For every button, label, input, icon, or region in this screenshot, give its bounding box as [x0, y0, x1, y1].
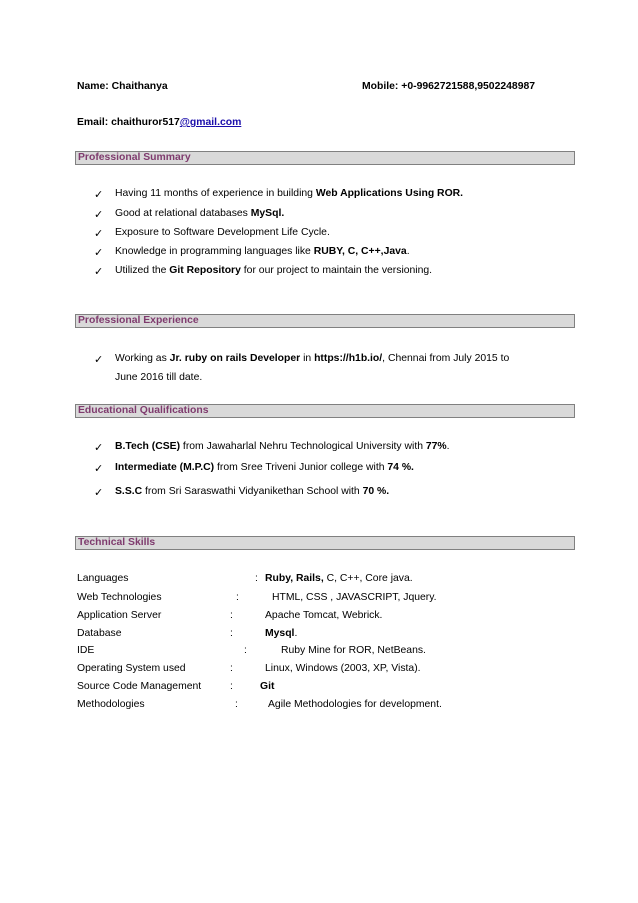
- check-icon: ✓: [94, 228, 104, 240]
- section-professional-experience: [75, 314, 575, 328]
- email-line: [77, 117, 241, 128]
- skill-value-text: .: [294, 628, 298, 639]
- education-text: [115, 462, 414, 473]
- skill-value: [265, 628, 297, 639]
- skill-label: Languages: [77, 573, 129, 584]
- name-line: [77, 81, 168, 92]
- mobile-line: [362, 81, 535, 92]
- education-institution: from Sri Saraswathi Vidyanikethan School with: [142, 486, 363, 497]
- skill-value-text: C, C++, Core java.: [323, 573, 413, 584]
- check-icon: ✓: [94, 442, 104, 454]
- skill-value-bold: Mysql: [265, 628, 295, 639]
- summary-text: [115, 188, 463, 199]
- experience-text: Working as: [115, 353, 170, 364]
- skill-value: [281, 645, 426, 656]
- experience-role: Jr. ruby on rails Developer: [169, 353, 301, 364]
- skill-colon: :: [230, 610, 233, 621]
- skill-value: [265, 663, 421, 674]
- experience-text: , Chennai from July 2015 to: [382, 353, 510, 364]
- summary-text-part: Having 11 months of experience in building: [115, 188, 316, 199]
- education-institution: from Jawaharlal Nehru Technological University with: [180, 441, 426, 452]
- summary-text-part: .: [406, 246, 410, 257]
- summary-text: [115, 265, 432, 276]
- section-title: Educational Qualifications: [78, 405, 209, 416]
- skill-label: IDE: [77, 645, 95, 656]
- skill-label: Application Server: [77, 610, 162, 621]
- education-text-part: .: [446, 441, 450, 452]
- experience-text: in: [300, 353, 315, 364]
- experience-company-link: https://h1b.io/: [314, 353, 383, 364]
- mobile-label: Mobile:: [362, 81, 399, 92]
- skill-label: Source Code Management: [77, 681, 202, 692]
- check-icon: ✓: [94, 247, 104, 259]
- experience-line-1: [115, 353, 509, 364]
- skill-value-bold: Ruby, Rails,: [265, 573, 324, 584]
- summary-text-bold: RUBY, C, C++,Java: [313, 246, 407, 257]
- summary-text: [115, 227, 330, 238]
- experience-line-2: June 2016 till date.: [115, 372, 203, 383]
- skill-label: Operating System used: [77, 663, 186, 674]
- check-icon: ✓: [94, 266, 104, 278]
- check-icon: ✓: [94, 189, 104, 201]
- skill-value: [265, 573, 413, 584]
- summary-text-bold: Web Applications Using ROR.: [315, 188, 464, 199]
- skill-value-text: Ruby Mine for ROR, NetBeans.: [281, 645, 426, 656]
- section-professional-summary: [75, 151, 575, 165]
- summary-text-bold: MySql.: [250, 208, 285, 219]
- summary-text-part: Knowledge in programming languages like: [115, 246, 314, 257]
- skill-colon: :: [235, 699, 238, 710]
- name-value: Chaithanya: [111, 81, 168, 92]
- education-text: [115, 441, 450, 452]
- skill-colon: :: [255, 573, 258, 584]
- email-user: chaithuror517: [111, 117, 180, 128]
- skill-value: [260, 681, 274, 692]
- education-score: 77%: [425, 441, 447, 452]
- check-icon: ✓: [94, 463, 104, 475]
- summary-text-part: Good at relational databases: [115, 208, 251, 219]
- email-label: Email:: [77, 117, 109, 128]
- skill-colon: :: [236, 592, 239, 603]
- skill-colon: :: [244, 645, 247, 656]
- education-score: 70 %.: [362, 486, 390, 497]
- education-text: [115, 486, 389, 497]
- skill-colon: :: [230, 681, 233, 692]
- section-title: Professional Summary: [78, 152, 191, 163]
- skill-value-text: Apache Tomcat, Webrick.: [265, 610, 383, 621]
- name-label: Name:: [77, 81, 109, 92]
- skill-value-bold: Git: [260, 681, 275, 692]
- skill-label: Methodologies: [77, 699, 145, 710]
- summary-text-part: for our project to maintain the versioning.: [240, 265, 433, 276]
- skill-colon: :: [230, 663, 233, 674]
- summary-text-part: Exposure to Software Development Life Cycle.: [115, 227, 330, 238]
- skill-value: [268, 699, 442, 710]
- summary-text-bold: Git Repository: [169, 265, 241, 276]
- mobile-value: +0-9962721588,9502248987: [401, 81, 536, 92]
- skill-value: [265, 610, 382, 621]
- skill-label: Web Technologies: [77, 592, 162, 603]
- section-title: Technical Skills: [78, 537, 156, 548]
- skill-value-text: Agile Methodologies for development.: [268, 699, 442, 710]
- skill-value: [272, 592, 437, 603]
- education-score: 74 %.: [387, 462, 414, 473]
- section-educational-qualifications: [75, 404, 575, 418]
- education-institution: from Sree Triveni Junior college with: [214, 462, 388, 473]
- skill-value-text: Linux, Windows (2003, XP, Vista).: [265, 663, 421, 674]
- education-degree: S.S.C: [115, 486, 143, 497]
- summary-text-part: Utilized the: [115, 265, 170, 276]
- check-icon: ✓: [94, 209, 104, 221]
- skill-value-text: HTML, CSS , JAVASCRIPT, Jquery.: [272, 592, 437, 603]
- skill-label: Database: [77, 628, 122, 639]
- summary-text: [115, 208, 284, 219]
- check-icon: ✓: [94, 354, 104, 366]
- email-link[interactable]: @gmail.com: [179, 117, 242, 128]
- summary-text: [115, 246, 410, 257]
- section-technical-skills: [75, 536, 575, 550]
- skill-colon: :: [230, 628, 233, 639]
- section-title: Professional Experience: [78, 315, 199, 326]
- education-degree: Intermediate (M.P.C): [115, 462, 215, 473]
- education-degree: B.Tech (CSE): [115, 441, 181, 452]
- check-icon: ✓: [94, 487, 104, 499]
